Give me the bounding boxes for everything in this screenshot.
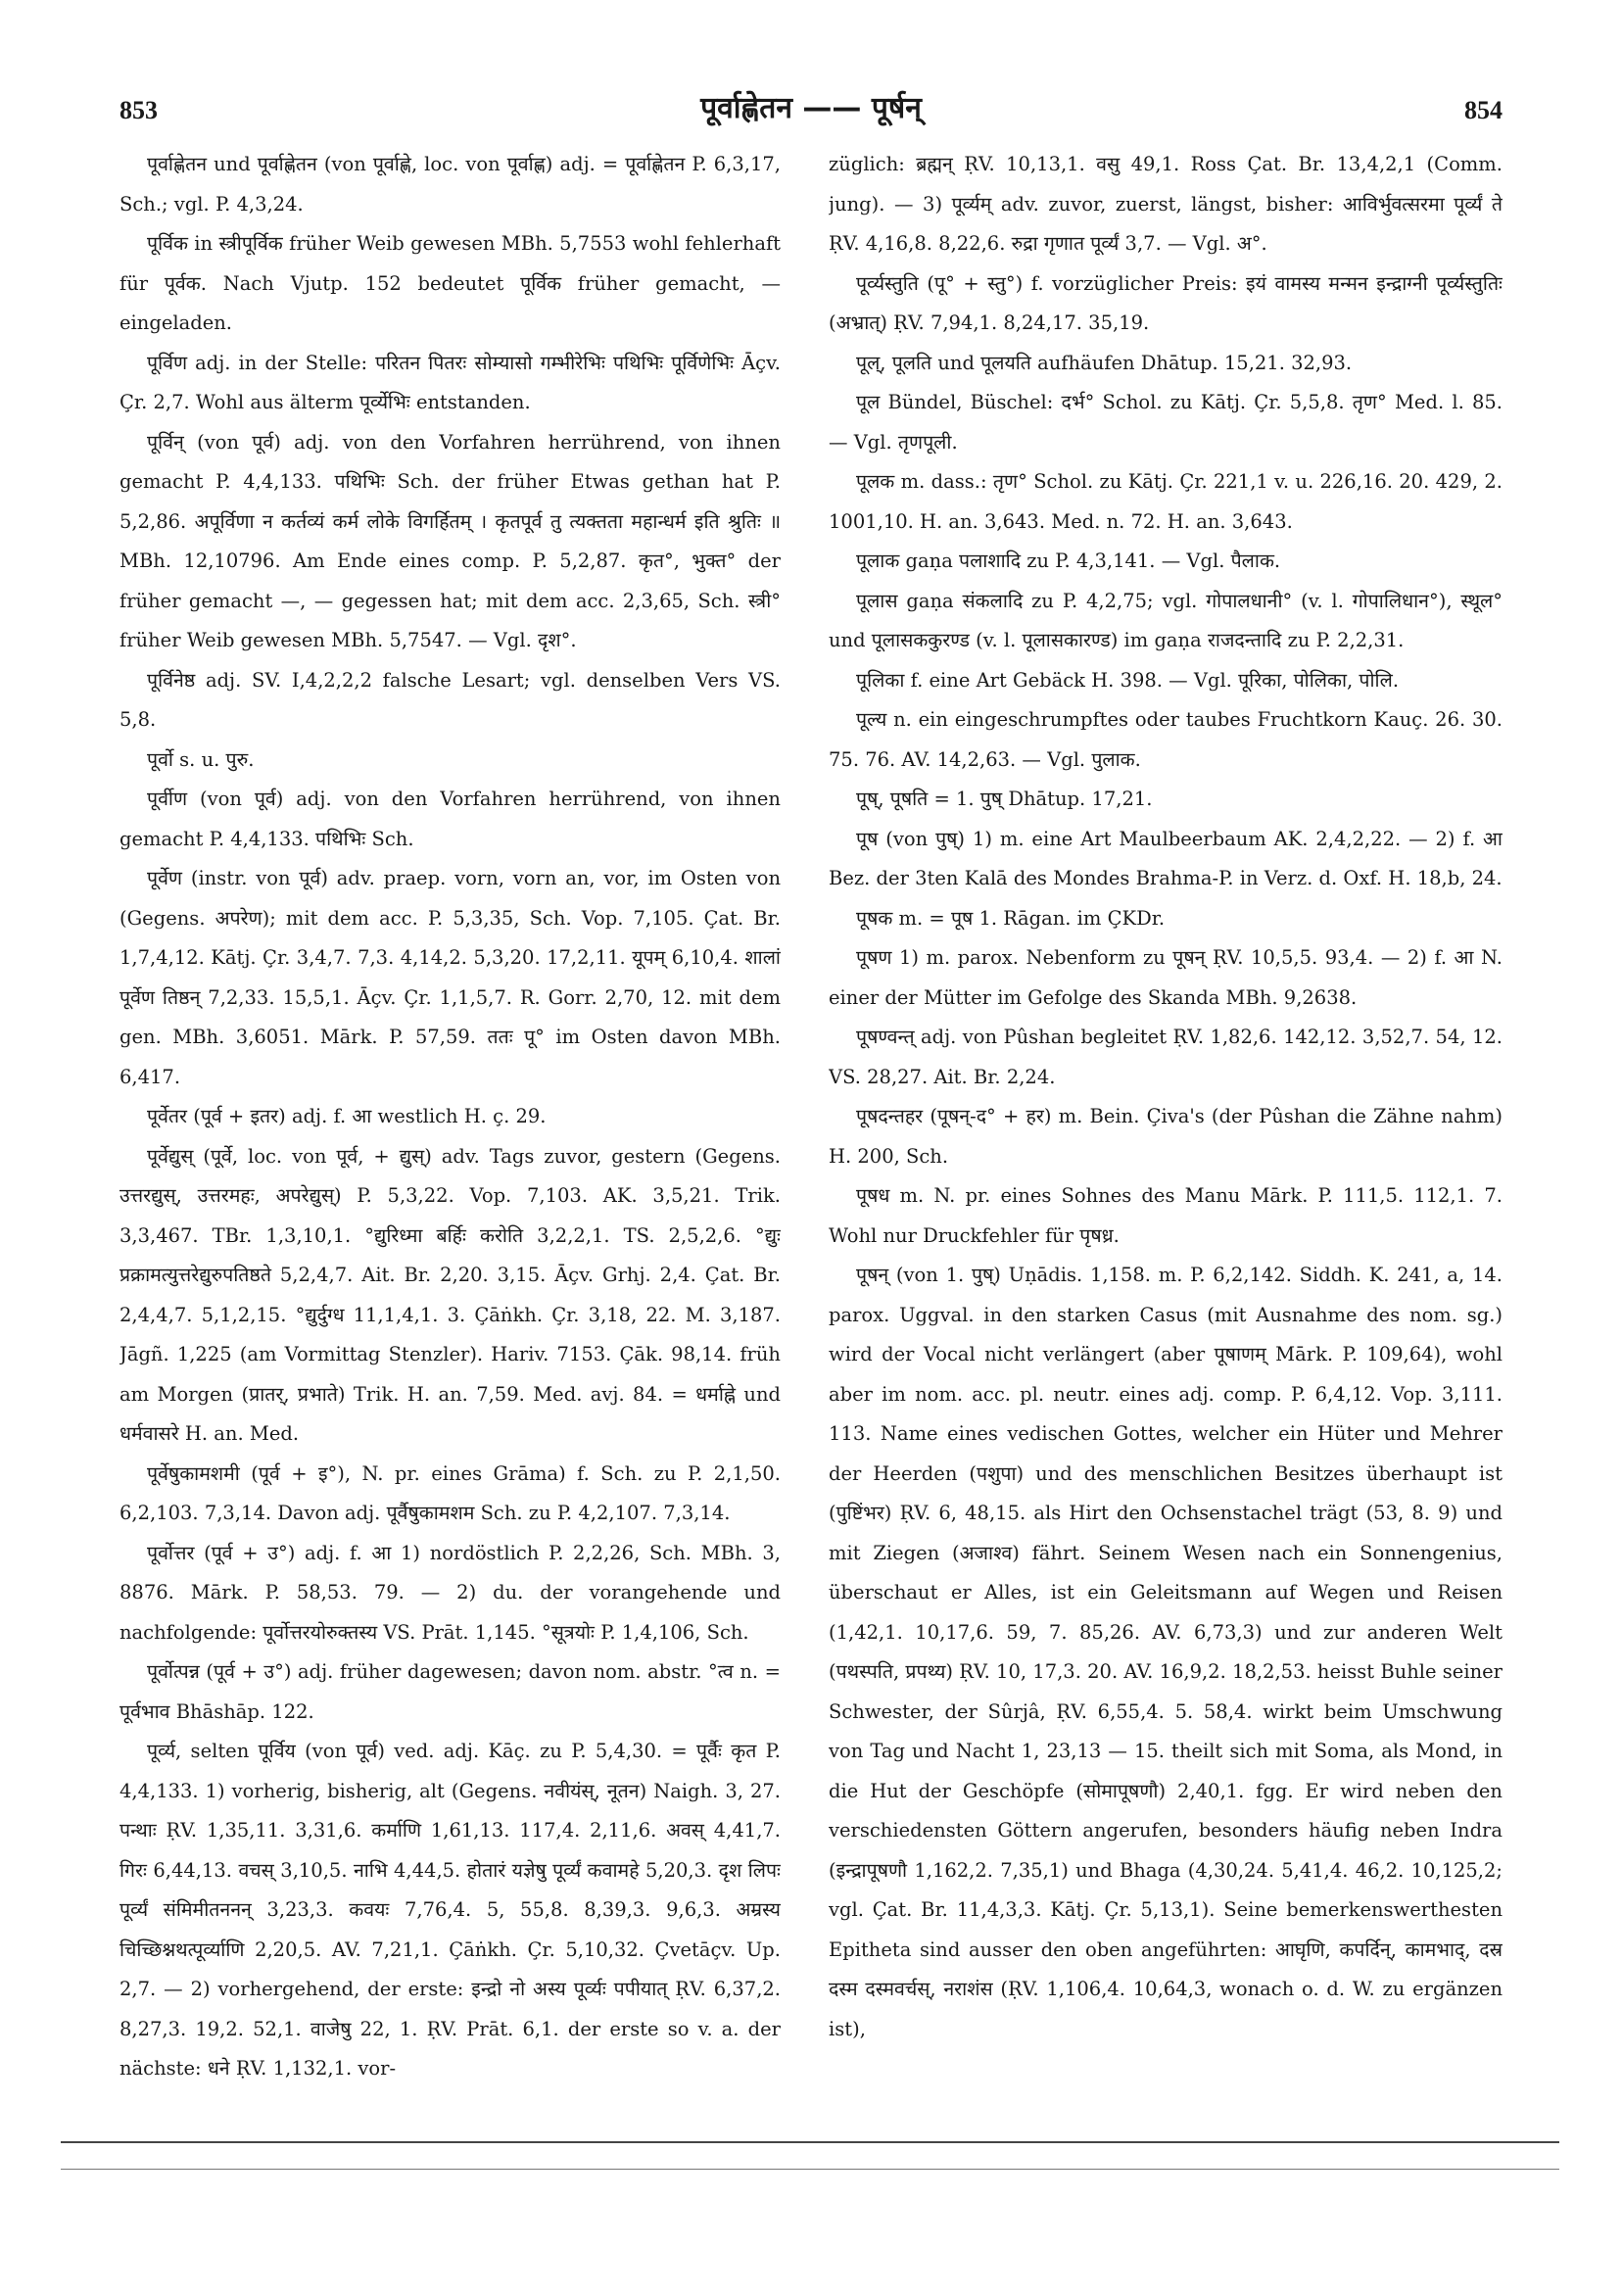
dictionary-entry: पूषन् (von 1. पुष्) Uṇādis. 1,158. m. P. 6,2,142. Siddh. K. 241, a, 14. parox. Uggval. in den starken Casus (mit Ausnahme des nom. sg.) wird der Vocal nicht verlängert (aber पूषाणम् Mārk. P. 109,64), wohl aber im nom. acc. pl. neutr. eines adj. comp. P. 6,4,12. Vop. 3,111. 113. Name eines vedischen Gottes, welcher ein Hüter und Mehrer der Heerden (पशुपा) und des menschlichen Besitzes überhaupt ist (पुष्टिंभर) ṚV. 6, 48,15. als Hirt den Ochsenstachel trägt (53, 8. 9) und mit Ziegen (अजाश्व) fährt. Seinem Wesen nach ein Sonnengenius, überschaut er Alles, ist ein Geleitsmann auf Wegen und Reisen (1,42,1. 10,17,6. 59, 7. 85,26. AV. 6,73,3) und zur anderen Welt (पथस्पति, प्रपथ्य) ṚV. 10, 17,3. 20. AV. 16,9,2. 18,2,53. heisst Buhle seiner Schwester, der Sûrjâ, ṚV. 6,55,4. 5. 58,4. wirkt beim Umschwung von Tag und Nacht 1, 23,13 — 15. theilt sich mit Soma, als Mond, in die Hut der Geschöpfe (सोमापूषणौ) 2,40,1. fgg. Er wird neben den verschiedensten Göttern angerufen, besonders häufig neben Indra (इन्द्रापूषणौ 1,162,2. 7,35,1) und Bhaga (4,30,24. 5,41,4. 46,2. 10,125,2; vgl. Çat. Br. 11,4,3,3. Kātj. Çr. 5,13,1). Seine bemerkenswerthesten Epitheta sind ausser den oben angeführten: आघृणि, कपर्दिन्, कामभाद्, दस्र दस्म दस्मवर्चस्, नराशंस (ṚV. 1,106,4. 10,64,3, wonach o. d. W. zu ergänzen ist), [829, 1264, 1503, 2040]
dictionary-entry: पूर्व्य, selten पूर्विय (von पूर्व) ved. adj. Kāç. zu P. 5,4,30. = पूर्वैः कृत P. 4,4,133. 1) vorherig, bisherig, alt (Gegens. नवीयंस्, नूतन) Naigh. 3, 27. पन्थाः ṚV. 1,35,11. 3,31,6. कर्माणि 1,61,13. 117,4. 2,11,6. अवस् 4,41,7. गिरः 6,44,13. वचस् 3,10,5. नाभि 4,44,5. होतारं यज्ञेषु पूर्व्यं कवामहे 5,20,3. दृश लिपः पूर्व्यं संमिमीतननन् 3,23,3. कवयः 7,76,4. 5, 55,8. 8,39,3. 9,6,3. अम्रस्य चिच्छिश्नथत्पूर्व्याणि 2,20,5. AV. 7,21,1. Çāṅkh. Çr. 5,10,32. Çvetāçv. Up. 2,7. — 2) vorhergehend, der erste: इन्द्रो नो अस्य पूर्व्यः पपीयात् ṚV. 6,37,2. 8,27,3. 19,2. 52,1. वाजेषु 22, 1. ṚV. Prāt. 6,1. der erste so v. a. der nächste: धने ṚV. 1,132,1. vor- [119, 1740, 781, 2080]
dictionary-entry: पूष (von पुष्) 1) m. eine Art Maulbeerbaum AK. 2,4,2,22. — 2) f. आ Bez. der 3ten Kalā des Mondes Brahma-P. in Verz. d. Oxf. H. 18,b, 24. [829, 827, 1503, 889]
page-header [119, 86, 1503, 137]
right-column [829, 145, 1503, 2094]
dictionary-entry: पूल्य n. ein eingeschrumpftes oder taubes Fruchtkorn Kauç. 26. 30. 75. 76. AV. 14,2,63. — Vgl. पुलाक. [829, 708, 1503, 771]
dictionary-entry: पूर्वाह्णेतन und पूर्वाह्णेतन (von पूर्वाह्णे, loc. von पूर्वाह्ण) adj. = पूर्वाह्णेतन P. 6,3,17, Sch.; vgl. P. 4,3,24. [119, 153, 781, 215]
dictionary-entry: पूर्विक in स्त्रीपूर्विक früher Weib gewesen MBh. 5,7553 wohl fehlerhaft für पूर्वक. Nach Vjutp. 152 bedeutet पूर्विक früher gemacht, — eingeladen. [119, 232, 781, 334]
dictionary-entry: पूर्वेण (instr. von पूर्व) adv. praep. vorn, vorn an, vor, im Osten von (Gegens. अपरेण); mit dem acc. P. 5,3,35, Sch. Vop. 7,105. Çat. Br. 1,7,4,12. Kātj. Çr. 3,4,7. 7,3. 4,14,2. 5,3,20. 17,2,11. यूपम् 6,10,4. शालां पूर्वेण तिष्ठन् 7,2,33. 15,5,1. Āçv. Çr. 1,1,5,7. R. Gorr. 2,70, 12. mit dem gen. MBh. 3,6051. Mārk. P. 57,59. ततः पू° im Osten davon MBh. 6,417. [119, 867, 781, 1088]
footer-rule-thin [61, 2169, 1559, 2170]
running-head: पूर्वाह्णेतन —— पूर्षन् [700, 91, 922, 125]
dictionary-entry: पूर्वेद्युस् (पूर्वे, loc. von पूर्व, + द्युस्) adv. Tags zuvor, gestern (Gegens. उत्तरद्युस्, उत्तरमहः, अपरेद्युस्) P. 5,3,22. Vop. 7,103. AK. 3,5,21. Trik. 3,3,467. TBr. 1,3,10,1. °द्युरिध्मा बर्हिः करोति 3,2,2,1. TS. 2,5,2,6. °द्युः प्रक्रामत्युत्तरेद्युरुपतिष्ठते 5,2,4,7. Ait. Br. 2,20. 3,15. Āçv. Grhj. 2,4. Çat. Br. 2,4,4,7. 5,1,2,15. °द्युर्दुग्ध 11,1,4,1. 3. Çāṅkh. Çr. 3,18, 22. M. 3,187. Jāgñ. 1,225 (am Vormittag Stenzler). Hariv. 7153. Çāk. 98,14. früh am Morgen (प्रातर्, प्रभाते) Trik. H. an. 7,59. Med. avj. 84. = धर्माह्ने und धर्मवासरे H. an. Med. [119, 1144, 781, 1445]
dictionary-entry: पूलिका f. eine Art Gebäck H. 398. — Vgl. पूरिका, पोलिका, पोलि. [856, 668, 1400, 692]
dictionary-entry: पूषध m. N. pr. eines Sohnes des Manu Mārk. P. 111,5. 112,1. 7. Wohl nur Druckfehler für पृषध्र. [829, 1184, 1503, 1247]
dictionary-entry: पूर्विन् (von पूर्व) adj. von den Vorfahren herrührend, von ihnen gemacht P. 4,4,133. पथिभिः Sch. der früher Etwas gethan hat P. 5,2,86. अपूर्विणा न कर्तव्यं कर्म लोके विगर्हितम् । कृतपूर्व तु त्यक्तता महान्धर्म इति श्रुतिः ॥ MBh. 12,10796. Am Ende eines comp. P. 5,2,87. कृत°, भुक्त° der früher gemacht —, — gegessen hat; mit dem acc. 2,3,65, Sch. स्त्री° früher Weib gewesen MBh. 5,7547. — Vgl. दृश°. [119, 430, 781, 651]
dictionary-entry: पूलक m. dass.: तृण° Schol. zu Kātj. Çr. 221,1 v. u. 226,16. 20. 429, 2. 1001,10. H. an. 3,643. Med. n. 72. H. an. 3,643. [829, 470, 1503, 533]
dictionary-entry: पूर्वेषुकामशमी (पूर्व + इ°), N. pr. eines Grāma) f. Sch. zu P. 2,1,50. 6,2,103. 7,3,14. Davon adj. पूर्वैषुकामशम Sch. zu P. 4,2,107. 7,3,14. [119, 1461, 781, 1524]
dictionary-entry: पूर्वोत्पन्न (पूर्व + उ°) adj. früher dagewesen; davon nom. abstr. °त्व n. = पूर्वभाव Bhāshāp. 122. [119, 1660, 781, 1723]
dictionary-entry: पूर्वो s. u. पुरु. [147, 747, 255, 771]
dictionary-entry: पूष्, पूषति = 1. पुष् Dhātup. 17,21. [856, 788, 1153, 810]
page-number-left: 853 [119, 96, 158, 124]
dictionary-entry: पूर्विनेष्ठ adj. SV. I,4,2,2,2 falsche Lesart; vgl. denselben Vers VS. 5,8. [119, 668, 781, 731]
page-number-right: 854 [1464, 96, 1503, 124]
dictionary-entry: पूल Bündel, Büschel: दर्भ° Schol. zu Kātj. Çr. 5,5,8. तृण° Med. l. 85. — Vgl. तृणपूली. [829, 391, 1503, 454]
dictionary-entry: पूलास gaṇa संकलादि zu P. 4,2,75; vgl. गोपालधानी° (v. l. गोपालिधान°), स्थूल° und पूलासककुरण्ड (v. l. पूलासकारण्ड) im gaṇa राजदन्तादि zu P. 2,2,31. [829, 589, 1503, 651]
dictionary-entry: पूर्विण adj. in der Stelle: परितन पितरः सोम्यासो गम्भीरेभिः पथिभिः पूर्विणेभिः Āçv. Çr. 2,7. Wohl aus älterm पूर्व्येभिः entstanden. [119, 351, 781, 413]
dictionary-entry: पूषक m. = पूष 1. Rāgan. im ÇKDr. [856, 906, 1166, 930]
dictionary-entry: पूल्, पूलति und पूलयति aufhäufen Dhātup. 15,21. 32,93. [856, 351, 1353, 374]
dictionary-entry: पूर्व्यस्तुति (पू° + स्तु°) f. vorzüglicher Preis: इयं वामस्य मन्मन इन्द्राग्नी पूर्व्यस्तुतिः (अभ्रात्) ṚV. 7,94,1. 8,24,17. 35,19. [829, 271, 1503, 334]
dictionary-entry: पूर्वेतर (पूर्व + इतर) adj. f. आ westlich H. ç. 29. [147, 1105, 547, 1127]
dictionary-entry: पूषदन्तहर (पूषन्-द° + हर) m. Bein. Çiva's (der Pûshan die Zähne nahm) H. 200, Sch. [829, 1105, 1503, 1168]
footer-rule [61, 2141, 1559, 2143]
left-column [119, 145, 781, 2094]
dictionary-entry: पूषण 1) m. parox. Nebenform zu पूषन् ṚV. 10,5,5. 93,4. — 2) f. आ N. einer der Mütter im Gefolge des Skanda MBh. 9,2638. [829, 946, 1503, 1009]
dictionary-entry: पूर्वीण (von पूर्व) adj. von den Vorfahren herrührend, von ihnen gemacht P. 4,4,133. पथिभिः Sch. [119, 788, 781, 850]
dictionary-entry: पूषण्वन्त् adj. von Pûshan begleitet ṚV. 1,82,6. 142,12. 3,52,7. 54, 12. VS. 28,27. Ait. Br. 2,24. [829, 1026, 1503, 1088]
dictionary-entry: पूर्वोत्तर (पूर्व + उ°) adj. f. आ 1) nordöstlich P. 2,2,26, Sch. MBh. 3, 8876. Mārk. P. 58,53. 79. — 2) du. der vorangehende und nachfolgende: पूर्वोत्तरयोरुक्तस्य VS. Prāt. 1,145. °सूत्रयोः P. 1,4,106, Sch. [119, 1541, 781, 1644]
dictionary-entry-continued: züglich: ब्रह्मन् ṚV. 10,13,1. वसु 49,1. Ross Çat. Br. 13,4,2,1 (Comm. jung). — 3) पूर्व्यम् adv. zuvor, zuerst, längst, bisher: आविर्भुवत्सरमा पूर्व्यं ते ṚV. 4,16,8. 8,22,6. रुद्रा गृणात पूर्व्यं 3,7. — Vgl. अ°. [829, 153, 1503, 255]
dictionary-entry: पूलाक gaṇa पलाशादि zu P. 4,3,141. — Vgl. पैलाक. [856, 550, 1281, 572]
